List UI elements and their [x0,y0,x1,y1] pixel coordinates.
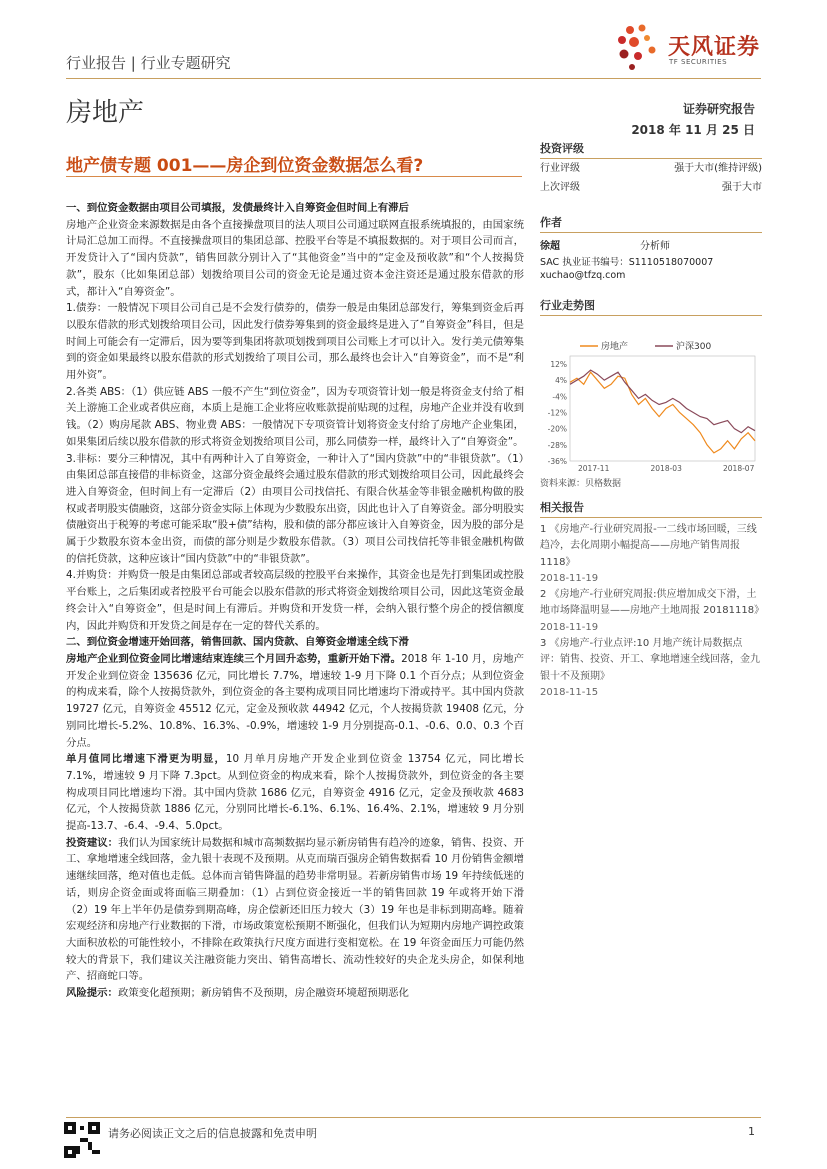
chart-legend-label: 房地产 [601,342,629,352]
related-report-date: 2018-11-19 [540,621,599,633]
related-report-date: 2018-11-15 [540,686,599,698]
related-reports-box: 相关报告 1 《房地产-行业研究周报-一二线市场回暖，三线趋冷，去化周期小幅提高——房地产销售周报 1118》 2018-11-19 2 《房地产-行业研究周报:供应增加成交下滑，土地市场降温明显——房地产土地周报 20181118》 2018-11-19 3 《房地产-行业点评:10 月地产统计局数据点评：销售、投资、开工、拿地增速全线回落，金九银十不及预期》 2018-11-15 [540,499,762,701]
qr-code-icon [64,1122,100,1158]
section-1-heading: 一、到位资金数据由项目公司填报，发债最终计入自筹资金但时间上有滞后 [66,202,409,214]
report-category: 行业报告 | 行业专题研究 [66,54,231,72]
chart-x-tick-label: 2018-03 [650,464,682,473]
paragraph: 房地产企业资金来源数据是由各个直接操盘项目的法人项目公司通过联网直报系统填报的，由国家统计局汇总加工而得。不直接操盘项目的集团总部、控股平台等是不填报数据的。对于项目公司而言，开发贷计入了“国内贷款”，销售回款分别计入了“其他资金”当中的“定金及预收款”和“个人按揭贷款”，股东（比如集团总部）划拨给项目公司的资金无论是通过资本金注资还是通过股东借款的形式，都计入“自筹资金”。 [66,218,524,298]
section-2-heading: 二、到位资金增速开始回落，销售回款、国内贷款、自筹资金增速全线下滑 [66,636,409,649]
related-report-date: 2018-11-19 [540,572,599,584]
chart-x-tick-label: 2017-11 [578,464,610,473]
header-divider [66,78,761,79]
report-title: 地产债专题 001——房企到位资金数据怎么看? [66,156,424,176]
sector-name: 房地产 [66,98,145,128]
rating-box: 投资评级 行业评级 强于大市(维持评级) 上次评级 强于大市 [540,142,762,193]
chart-plot-frame [570,356,755,461]
main-body [66,200,524,1002]
chart-series-line-csi300 [570,370,755,433]
related-report-link[interactable]: 3 《房地产-行业点评:10 月地产统计局数据点评：销售、投资、开工、拿地增速全线回落，金九银十不及预期》 [540,638,760,682]
paragraph: 1.债券：一般情况下项目公司自己是不会发行债券的，债券一般是由集团总部发行，筹集到资金后再以股东借款的形式划拨给项目公司，因此发行债券筹集到的资金最终是进入了“自筹资金”科目，但是时间上可能会有一定滞后，因为要等到集团将款项划拨到项目公司账上才可以计入。发行美元债筹集到的资金如果最终以股东借款的形式划拨给了项目公司，那么最终也会计入“自筹资金”，而不是“利用外资”。 [66,302,524,382]
author-box: 作者 徐超 分析师 SAC 执业证书编号：S1110518070007 xuchao@tfzq.com [540,214,762,282]
report-date: 2018 年 11 月 25 日 [631,123,755,137]
paragraph: 投资建议：我们认为国家统计局数据和城市高频数据均显示新房销售有趋冷的迹象，销售、投资、开工、拿地增速全线回落，金九银十表现不及预期。从克而瑞百强房企销售数据看 10 月份销售金额增速继续回落，绝对值也走低。总体而言销售降温的趋势非常明显。若新房销售市场 19 年持续低迷的话，则房企资金面或将面临三期叠加：（1）占到位资金接近一半的销售回款 19 年或将开始下滑（2）19 年上半年仍是债券到期高峰，房企偿新还旧压力较大（3）19 年也是非标到期高峰。随着宏观经济和房地产行业数据的下滑，市场政策宽松预期不断强化，但我们认为短期内房地产调控政策大面积放松的可能性较小，不排除在政策执行尺度方面进行变相宽松。在 19 年资金面压力可能仍然较大的背景下，我们建议关注融资能力突出、销售高增长、流动性较好的央企龙头房企，如保利地产、招商蛇口等。 [66,836,525,983]
paragraph: 2.各类 ABS：（1）供应链 ABS 一般不产生“到位资金”，因为专项资管计划一般是将资金支付给了相关上游施工企业或者供应商，本质上是施工企业将应收账款提前贴现的过程，房地产企业并没有收到钱。（2）购房尾款 ABS、物业费 ABS：一般情况下专项资管计划将资金支付给了房地产企业集团，如果集团后续以股东借款的形式将资金划拨给项目公司，那么同债券一样，最终计入了“自筹资金”。 [66,385,524,448]
logo-mark-icon [612,22,666,72]
page-number: 1 [748,1125,755,1138]
disclaimer-note: 请务必阅读正文之后的信息披露和免责申明 [108,1127,317,1140]
chart-y-tick-label: -36% [547,457,567,466]
paragraph: 房地产企业到位资金同比增速结束连续三个月回升态势，重新开始下滑。2018 年 1-10 月，房地产开发企业到位资金 135636 亿元，同比增长 7.7%，增速较 1-9 月下降 0.1 个百分点；从到位资金的构成来看，除个人按揭贷款外，到位资金的各主要构成项目同比增速均下滑或持平。其中国内贷款 19727 亿元，自筹资金 45512 亿元，定金及预收款 44942 亿元，个人按揭贷款 19408 亿元，分别同比增长-5.2%、10.8%、16.3%、-0.9%，增速较 1-9 月分别提高-0.1、-0.6、0.0、0.3 个百分点。 [66,652,524,749]
footer-divider [66,1117,761,1118]
chart-y-tick-label: -12% [547,408,567,418]
chart-y-tick-label: 4% [555,376,567,386]
paragraph: 4.并购贷：并购贷一般是由集团总部或者较高层级的控股平台来操作，其资金也是先打到集团或控股平台账上，之后集团或者控股平台可能会以股东借款的形式将资金划拨给项目公司，因此这笔资金最终会计入“自筹资金”，但是时间上有滞后。并购贷和开发贷一样，会纳入银行整个房企的授信额度内，因此并购贷和开发贷之间是存在一定的替代关系的。 [66,569,524,632]
paragraph: 3.非标：要分三种情况，其中有两种计入了自筹资金，一种计入了“国内贷款”中的“非银贷款”。（1）由集团总部直接借的非标资金，这部分资金最终会通过股东借款的形式划拨给项目公司，因此最终会进入自筹资金，但时间上有一定滞后（2）由项目公司找信托、有限合伙基金等非银金融机构做的股权或者明股实债融资，这部分资金实际上体现为少数股东出资，因此也计入了自筹资金。部分明股实债融资出于税筹的考虑可能采取“股+债”结构，股和债的部分都应该计入自筹资金，因为股的部分是属于少数股东资本金出资，而债的部分则是少数股东借款。（3）项目公司找信托等非银金融机构做的信托贷款，这种应该计“国内贷款”中的“非银贷款”。 [66,452,524,565]
chart-y-tick-label: -20% [547,424,567,434]
related-report-link[interactable]: 2 《房地产-行业研究周报:供应增加成交下滑，土地市场降温明显——房地产土地周报 20181118》 [540,589,765,617]
trend-chart [540,316,762,476]
paragraph: 风险提示：政策变化超预期；新房销售不及预期，房企融资环境超预期恶化 [66,987,409,1000]
trend-chart-box: 行业走势图 房地产 沪深300 12% 4% -4% -12% -20% -28% -36% 2017-11 2018-03 2018-07 资料来源：贝格数据 [540,297,762,489]
chart-y-tick-label: -28% [547,440,567,450]
related-report-link[interactable]: 1 《房地产-行业研究周报-一二线市场回暖，三线趋冷，去化周期小幅提高——房地产销售周报 1118》 [540,524,757,568]
paragraph: 单月值同比增速下滑更为明显，10 月单月房地产开发企业到位资金 13754 亿元，同比增长 7.1%，增速较 9 月下降 7.3pct。从到位资金的构成来看，除个人按揭贷款外，到位资金的各主要构成项目同比增速均下滑。其中国内贷款 1686 亿元，自筹资金 4916 亿元，定金及预收款 4683 亿元，个人按揭贷款 1886 亿元，分别同比增长-6.1%、6.1%、16.4%、2.1%，增速较 9 月分别提高-13.7、-6.4、-9.4、5.0pct。 [66,753,525,833]
chart-legend-label: 沪深300 [676,342,712,352]
chart-series-line-real-estate [570,372,755,453]
chart-y-tick-label: -4% [552,392,567,402]
brand-logo: 天风证券 TF SECURITIES [612,22,762,72]
chart-y-tick-label: 12% [550,360,567,370]
chart-x-tick-label: 2018-07 [723,464,755,473]
report-type: 证券研究报告 [682,102,755,116]
title-divider [66,176,522,177]
